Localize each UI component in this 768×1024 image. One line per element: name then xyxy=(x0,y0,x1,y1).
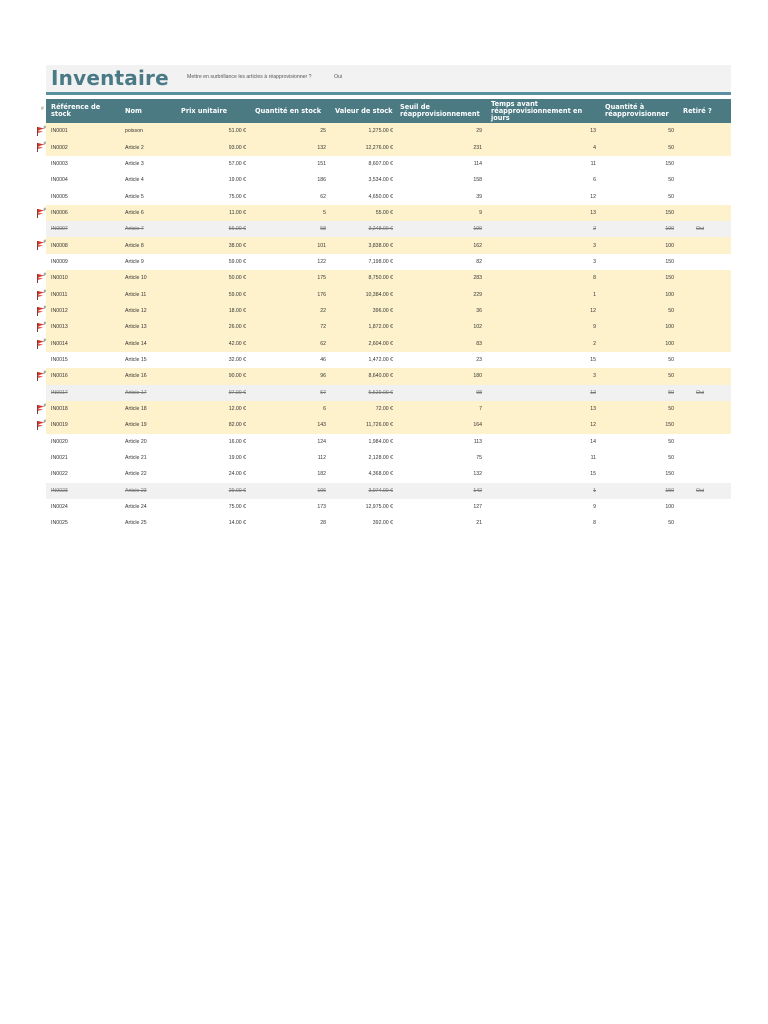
cell-reorder-threshold[interactable]: 29 xyxy=(476,128,482,135)
cell-retired[interactable] xyxy=(678,270,731,286)
cell-retired[interactable] xyxy=(678,450,731,466)
cell-unit-price[interactable]: 42.00 € xyxy=(228,340,246,347)
cell-retired[interactable] xyxy=(678,156,731,172)
cell-quantity[interactable]: 6 xyxy=(323,406,326,413)
cell-stock-value[interactable]: 1,275.00 € xyxy=(368,128,393,135)
column-header-name[interactable]: Nom xyxy=(125,106,142,115)
cell-reorder-quantity[interactable]: 150 xyxy=(665,258,674,265)
cell-reorder-threshold[interactable]: 75 xyxy=(476,455,482,462)
cell-stock-value[interactable]: 3,248.00 € xyxy=(368,226,393,233)
cell-unit-price[interactable]: 16.00 € xyxy=(228,438,246,445)
cell-reorder-threshold[interactable]: 82 xyxy=(476,258,482,265)
cell-name[interactable]: Article 6 xyxy=(125,209,144,216)
cell-reorder-days[interactable]: 15 xyxy=(590,471,596,478)
table-header-row xyxy=(46,99,731,123)
cell-reorder-quantity[interactable]: 50 xyxy=(668,389,674,396)
cell-stock-value[interactable]: 1,984.00 € xyxy=(368,438,393,445)
cell-quantity[interactable]: 173 xyxy=(317,504,326,511)
cell-reorder-threshold[interactable]: 113 xyxy=(473,438,482,445)
cell-quantity[interactable]: 112 xyxy=(317,455,326,462)
cell-reorder-threshold[interactable]: 164 xyxy=(473,422,482,429)
cell-name[interactable]: poisson xyxy=(125,128,143,135)
cell-reorder-days[interactable]: 3 xyxy=(593,373,596,380)
cell-name[interactable]: Article 17 xyxy=(125,389,147,396)
cell-reorder-days[interactable]: 2 xyxy=(593,340,596,347)
cell-retired[interactable] xyxy=(678,417,731,433)
table-row[interactable] xyxy=(46,139,731,155)
table-row[interactable] xyxy=(46,483,731,499)
cell-reorder-threshold[interactable]: 39 xyxy=(476,193,482,200)
cell-quantity[interactable]: 72 xyxy=(320,324,326,331)
cell-reorder-threshold[interactable]: 158 xyxy=(473,177,482,184)
svg-text:#: # xyxy=(43,419,47,425)
table-row[interactable] xyxy=(46,434,731,450)
cell-reorder-quantity[interactable]: 100 xyxy=(665,340,674,347)
cell-reorder-days[interactable]: 4 xyxy=(593,144,596,151)
cell-reorder-quantity[interactable]: 150 xyxy=(665,422,674,429)
cell-retired[interactable]: Oui xyxy=(696,487,705,494)
cell-reorder-quantity[interactable]: 100 xyxy=(665,291,674,298)
svg-text:#: # xyxy=(43,206,47,212)
cell-name[interactable]: Article 18 xyxy=(125,406,147,413)
cell-reference[interactable]: IN0005 xyxy=(51,193,68,200)
cell-reorder-threshold[interactable]: 21 xyxy=(476,520,482,527)
cell-unit-price[interactable]: 75.00 € xyxy=(228,193,246,200)
cell-reorder-days[interactable]: 13 xyxy=(590,209,596,216)
cell-unit-price[interactable]: 26.00 € xyxy=(228,324,246,331)
cell-retired[interactable] xyxy=(678,466,731,482)
cell-reorder-quantity[interactable]: 50 xyxy=(668,193,674,200)
cell-stock-value[interactable]: 12,975.00 € xyxy=(365,504,393,511)
page-title: Inventaire xyxy=(51,66,169,90)
cell-reference[interactable]: IN0013 xyxy=(51,324,68,331)
table-row[interactable] xyxy=(46,237,731,253)
cell-quantity[interactable]: 186 xyxy=(317,177,326,184)
table-row[interactable] xyxy=(46,515,731,531)
cell-reorder-quantity[interactable]: 50 xyxy=(668,144,674,151)
cell-reference[interactable]: IN0021 xyxy=(51,455,68,462)
cell-name[interactable]: Article 22 xyxy=(125,471,147,478)
cell-reference[interactable]: IN0022 xyxy=(51,471,68,478)
svg-text:#: # xyxy=(43,402,47,408)
cell-reorder-days[interactable]: 11 xyxy=(590,455,596,462)
cell-reference[interactable]: IN0002 xyxy=(51,144,68,151)
cell-reorder-days[interactable]: 13 xyxy=(590,128,596,135)
table-row[interactable] xyxy=(46,172,731,188)
inventory-table xyxy=(46,99,731,532)
cell-unit-price[interactable]: 57.00 € xyxy=(228,160,246,167)
cell-reorder-days[interactable]: 6 xyxy=(593,177,596,184)
table-row[interactable] xyxy=(46,368,731,384)
table-row[interactable] xyxy=(46,335,731,351)
cell-unit-price[interactable]: 19.00 € xyxy=(228,177,246,184)
cell-reorder-quantity[interactable]: 100 xyxy=(665,242,674,249)
column-header-reorder-threshold[interactable]: Seuil de réapprovisionnement xyxy=(400,103,480,118)
cell-name[interactable]: Article 25 xyxy=(125,520,147,527)
cell-reorder-threshold[interactable]: 114 xyxy=(473,160,482,167)
cell-stock-value[interactable]: 4,368.00 € xyxy=(368,471,393,478)
cell-retired[interactable] xyxy=(678,286,731,302)
svg-text:#: # xyxy=(43,272,47,278)
cell-quantity[interactable]: 57 xyxy=(320,389,326,396)
cell-reorder-quantity[interactable]: 50 xyxy=(668,520,674,527)
cell-stock-value[interactable]: 55.00 € xyxy=(375,209,393,216)
cell-retired[interactable]: Oui xyxy=(696,389,705,396)
cell-stock-value[interactable]: 2,604.00 € xyxy=(368,340,393,347)
cell-reorder-quantity[interactable]: 150 xyxy=(665,275,674,282)
cell-unit-price[interactable]: 32.00 € xyxy=(228,356,246,363)
cell-reorder-threshold[interactable]: 142 xyxy=(473,487,482,494)
cell-stock-value[interactable]: 4,650.00 € xyxy=(368,193,393,200)
cell-unit-price[interactable]: 82.00 € xyxy=(228,422,246,429)
cell-name[interactable]: Article 16 xyxy=(125,373,147,380)
cell-reorder-days[interactable]: 12 xyxy=(590,422,596,429)
cell-name[interactable]: Article 3 xyxy=(125,160,144,167)
cell-retired[interactable] xyxy=(678,172,731,188)
cell-stock-value[interactable]: 3,534.00 € xyxy=(368,177,393,184)
cell-reference[interactable]: IN0009 xyxy=(51,258,68,265)
cell-reference[interactable]: IN0010 xyxy=(51,275,68,282)
cell-reference[interactable]: IN0020 xyxy=(51,438,68,445)
cell-stock-value[interactable]: 12,276.00 € xyxy=(365,144,393,151)
table-row[interactable] xyxy=(46,254,731,270)
cell-unit-price[interactable]: 14.00 € xyxy=(228,520,246,527)
cell-reorder-quantity[interactable]: 100 xyxy=(665,504,674,511)
flag-column-marker: # xyxy=(41,106,44,112)
cell-reorder-quantity[interactable]: 150 xyxy=(665,487,674,494)
cell-retired[interactable]: Oui xyxy=(696,226,705,233)
cell-unit-price[interactable]: 19.00 € xyxy=(228,455,246,462)
cell-reorder-threshold[interactable]: 109 xyxy=(473,226,482,233)
cell-reorder-days[interactable]: 1 xyxy=(593,487,596,494)
cell-stock-value[interactable]: 72.00 € xyxy=(375,406,393,413)
table-row[interactable] xyxy=(46,205,731,221)
cell-reorder-quantity[interactable]: 100 xyxy=(665,324,674,331)
cell-stock-value[interactable]: 3,838.00 € xyxy=(368,242,393,249)
cell-retired[interactable] xyxy=(678,335,731,351)
table-row[interactable] xyxy=(46,466,731,482)
cell-retired[interactable] xyxy=(678,139,731,155)
cell-unit-price[interactable]: 59.00 € xyxy=(228,291,246,298)
cell-retired[interactable] xyxy=(678,188,731,204)
table-row[interactable] xyxy=(46,385,731,401)
cell-quantity[interactable]: 124 xyxy=(317,438,326,445)
cell-retired[interactable] xyxy=(678,368,731,384)
table-row[interactable] xyxy=(46,270,731,286)
cell-reference[interactable]: IN0003 xyxy=(51,160,68,167)
cell-reference[interactable]: IN0019 xyxy=(51,422,68,429)
cell-reorder-threshold[interactable]: 231 xyxy=(473,144,482,151)
cell-unit-price[interactable]: 29.00 € xyxy=(228,487,246,494)
cell-reorder-days[interactable]: 11 xyxy=(590,160,596,167)
cell-reorder-days[interactable]: 12 xyxy=(590,307,596,314)
cell-unit-price[interactable]: 18.00 € xyxy=(228,307,246,314)
table-row[interactable] xyxy=(46,286,731,302)
cell-reorder-days[interactable]: 3 xyxy=(593,242,596,249)
cell-reorder-threshold[interactable]: 98 xyxy=(476,389,482,396)
cell-retired[interactable] xyxy=(678,123,731,139)
cell-reorder-quantity[interactable]: 50 xyxy=(668,455,674,462)
cell-unit-price[interactable]: 56.00 € xyxy=(228,226,246,233)
cell-retired[interactable] xyxy=(678,254,731,270)
cell-quantity[interactable]: 62 xyxy=(320,193,326,200)
cell-quantity[interactable]: 143 xyxy=(317,422,326,429)
cell-name[interactable]: Article 10 xyxy=(125,275,147,282)
column-header-reference[interactable]: Référence de stock xyxy=(51,103,101,118)
cell-reorder-threshold[interactable]: 7 xyxy=(479,406,482,413)
cell-quantity[interactable]: 5 xyxy=(323,209,326,216)
cell-retired[interactable] xyxy=(678,434,731,450)
cell-reorder-days[interactable]: 3 xyxy=(593,258,596,265)
cell-reference[interactable]: IN0016 xyxy=(51,373,68,380)
cell-quantity[interactable]: 101 xyxy=(317,242,326,249)
cell-stock-value[interactable]: 7,198.00 € xyxy=(368,258,393,265)
cell-reorder-quantity[interactable]: 150 xyxy=(665,160,674,167)
table-row[interactable] xyxy=(46,450,731,466)
cell-retired[interactable] xyxy=(678,237,731,253)
cell-name[interactable]: Article 9 xyxy=(125,258,144,265)
cell-stock-value[interactable]: 10,384.00 € xyxy=(365,291,393,298)
cell-unit-price[interactable]: 11.00 € xyxy=(229,209,246,216)
cell-quantity[interactable]: 96 xyxy=(320,373,326,380)
cell-reference[interactable]: IN0023 xyxy=(51,487,68,494)
svg-text:#: # xyxy=(43,239,47,245)
cell-reference[interactable]: IN0008 xyxy=(51,242,68,249)
cell-unit-price[interactable]: 75.00 € xyxy=(228,504,246,511)
table-row[interactable] xyxy=(46,401,731,417)
cell-reference[interactable]: IN0015 xyxy=(51,356,68,363)
table-row[interactable] xyxy=(46,417,731,433)
table-row[interactable] xyxy=(46,352,731,368)
cell-reorder-quantity[interactable]: 50 xyxy=(668,177,674,184)
cell-stock-value[interactable]: 1,872.00 € xyxy=(368,324,393,331)
cell-name[interactable]: Article 23 xyxy=(125,487,147,494)
cell-quantity[interactable]: 182 xyxy=(317,471,326,478)
cell-quantity[interactable]: 46 xyxy=(320,356,326,363)
cell-reorder-days[interactable]: 13 xyxy=(590,406,596,413)
cell-reorder-days[interactable]: 12 xyxy=(590,389,596,396)
cell-reorder-days[interactable]: 12 xyxy=(590,193,596,200)
cell-reorder-days[interactable]: 8 xyxy=(593,520,596,527)
cell-name[interactable]: Article 7 xyxy=(125,226,144,233)
cell-quantity[interactable]: 62 xyxy=(320,340,326,347)
cell-retired[interactable] xyxy=(678,515,731,531)
cell-stock-value[interactable]: 11,726.00 € xyxy=(365,422,393,429)
cell-retired[interactable] xyxy=(678,319,731,335)
cell-reference[interactable]: IN0024 xyxy=(51,504,68,511)
cell-quantity[interactable]: 58 xyxy=(320,226,326,233)
cell-stock-value[interactable]: 392.00 € xyxy=(372,520,393,527)
cell-reorder-quantity[interactable]: 150 xyxy=(665,209,674,216)
cell-name[interactable]: Article 8 xyxy=(125,242,144,249)
cell-unit-price[interactable]: 59.00 € xyxy=(228,258,246,265)
cell-reorder-days[interactable]: 15 xyxy=(590,356,596,363)
cell-stock-value[interactable]: 3,074.00 € xyxy=(368,487,393,494)
cell-reorder-quantity[interactable]: 100 xyxy=(665,226,674,233)
table-row[interactable] xyxy=(46,221,731,237)
cell-quantity[interactable]: 22 xyxy=(320,307,326,314)
cell-retired[interactable] xyxy=(678,205,731,221)
cell-stock-value[interactable]: 8,607.00 € xyxy=(368,160,393,167)
cell-name[interactable]: Article 15 xyxy=(125,356,147,363)
cell-reorder-quantity[interactable]: 150 xyxy=(665,471,674,478)
cell-reorder-quantity[interactable]: 50 xyxy=(668,438,674,445)
cell-quantity[interactable]: 122 xyxy=(317,258,326,265)
cell-retired[interactable] xyxy=(678,352,731,368)
cell-retired[interactable] xyxy=(678,303,731,319)
cell-reference[interactable]: IN0014 xyxy=(51,340,68,347)
cell-reorder-threshold[interactable]: 23 xyxy=(476,356,482,363)
cell-reorder-days[interactable]: 9 xyxy=(593,324,596,331)
cell-unit-price[interactable]: 93.00 € xyxy=(228,144,246,151)
cell-reorder-threshold[interactable]: 102 xyxy=(473,324,482,331)
cell-quantity[interactable]: 25 xyxy=(320,128,326,135)
cell-name[interactable]: Article 21 xyxy=(125,455,147,462)
cell-reorder-quantity[interactable]: 50 xyxy=(668,356,674,363)
column-header-quantity[interactable]: Quantité en stock xyxy=(255,106,322,115)
cell-reorder-threshold[interactable]: 127 xyxy=(473,504,482,511)
cell-unit-price[interactable]: 51.00 € xyxy=(228,128,246,135)
svg-text:#: # xyxy=(43,288,47,294)
title-underline xyxy=(46,92,731,95)
cell-reorder-threshold[interactable]: 180 xyxy=(473,373,482,380)
cell-reorder-threshold[interactable]: 83 xyxy=(476,340,482,347)
cell-reorder-threshold[interactable]: 36 xyxy=(476,307,482,314)
cell-quantity[interactable]: 175 xyxy=(317,275,326,282)
cell-reorder-days[interactable]: 1 xyxy=(593,291,596,298)
cell-reference[interactable]: IN0001 xyxy=(51,128,68,135)
cell-stock-value[interactable]: 5,529.00 € xyxy=(368,389,393,396)
column-header-reorder-days[interactable]: Temps avant réapprovisionnement en jours xyxy=(491,99,583,122)
cell-unit-price[interactable]: 50.00 € xyxy=(228,275,246,282)
cell-reorder-quantity[interactable]: 50 xyxy=(668,406,674,413)
column-header-stock-value[interactable]: Valeur de stock xyxy=(335,106,393,115)
cell-retired[interactable] xyxy=(678,499,731,515)
cell-reorder-days[interactable]: 2 xyxy=(593,226,596,233)
column-header-retired[interactable]: Retiré ? xyxy=(683,106,712,115)
cell-quantity[interactable]: 132 xyxy=(317,144,326,151)
cell-stock-value[interactable]: 1,472.00 € xyxy=(368,356,393,363)
svg-text:#: # xyxy=(43,337,47,343)
cell-reorder-threshold[interactable]: 132 xyxy=(473,471,482,478)
svg-text:#: # xyxy=(43,321,47,327)
cell-reference[interactable]: IN0018 xyxy=(51,406,68,413)
cell-reorder-threshold[interactable]: 162 xyxy=(473,242,482,249)
svg-text:#: # xyxy=(43,370,47,376)
cell-quantity[interactable]: 176 xyxy=(317,291,326,298)
cell-reorder-threshold[interactable]: 283 xyxy=(473,275,482,282)
cell-quantity[interactable]: 106 xyxy=(317,487,326,494)
cell-reorder-days[interactable]: 9 xyxy=(593,504,596,511)
svg-text:#: # xyxy=(43,141,47,147)
cell-stock-value[interactable]: 2,128.00 € xyxy=(368,455,393,462)
cell-name[interactable]: Article 2 xyxy=(125,144,144,151)
cell-reorder-quantity[interactable]: 50 xyxy=(668,307,674,314)
column-header-reorder-quantity[interactable]: Quantité à réapprovisionner xyxy=(605,103,669,118)
cell-stock-value[interactable]: 396.00 € xyxy=(372,307,393,314)
cell-unit-price[interactable]: 90.00 € xyxy=(228,373,246,380)
cell-reference[interactable]: IN0012 xyxy=(51,307,68,314)
svg-text:#: # xyxy=(43,125,47,130)
cell-name[interactable]: Article 11 xyxy=(125,291,147,298)
cell-reorder-days[interactable]: 14 xyxy=(590,438,596,445)
cell-retired[interactable] xyxy=(678,401,731,417)
table-row[interactable] xyxy=(46,156,731,172)
cell-name[interactable]: Article 13 xyxy=(125,324,147,331)
cell-reference[interactable]: IN0004 xyxy=(51,177,68,184)
cell-name[interactable]: Article 19 xyxy=(125,422,147,429)
cell-name[interactable]: Article 5 xyxy=(125,193,144,200)
cell-reorder-days[interactable]: 8 xyxy=(593,275,596,282)
cell-reorder-threshold[interactable]: 229 xyxy=(473,291,482,298)
cell-stock-value[interactable]: 8,750.00 € xyxy=(368,275,393,282)
cell-name[interactable]: Article 24 xyxy=(125,504,147,511)
cell-unit-price[interactable]: 24.00 € xyxy=(228,471,246,478)
cell-unit-price[interactable]: 12.00 € xyxy=(228,406,246,413)
cell-reference[interactable]: IN0007 xyxy=(51,226,68,233)
cell-stock-value[interactable]: 8,640.00 € xyxy=(368,373,393,380)
cell-reorder-quantity[interactable]: 50 xyxy=(668,128,674,135)
table-row[interactable] xyxy=(46,319,731,335)
cell-name[interactable]: Article 20 xyxy=(125,438,147,445)
svg-text:#: # xyxy=(43,304,47,310)
highlight-reorder-label: Mettre en surbrillance les articles à réapprovisionner ? xyxy=(187,74,312,80)
table-row[interactable] xyxy=(46,499,731,515)
cell-reference[interactable]: IN0011 xyxy=(51,291,68,298)
column-header-unit-price[interactable]: Prix unitaire xyxy=(181,106,228,115)
highlight-reorder-value[interactable]: Oui xyxy=(334,74,343,80)
cell-reference[interactable]: IN0006 xyxy=(51,209,68,216)
cell-name[interactable]: Article 14 xyxy=(125,340,147,347)
cell-unit-price[interactable]: 97.00 € xyxy=(228,389,246,396)
cell-quantity[interactable]: 28 xyxy=(320,520,326,527)
cell-reference[interactable]: IN0017 xyxy=(51,389,68,396)
cell-name[interactable]: Article 4 xyxy=(125,177,144,184)
table-row[interactable] xyxy=(46,188,731,204)
table-row[interactable] xyxy=(46,303,731,319)
cell-reorder-quantity[interactable]: 50 xyxy=(668,373,674,380)
cell-unit-price[interactable]: 38.00 € xyxy=(228,242,246,249)
cell-reorder-threshold[interactable]: 9 xyxy=(479,209,482,216)
cell-reference[interactable]: IN0025 xyxy=(51,520,68,527)
table-row[interactable] xyxy=(46,123,731,139)
cell-quantity[interactable]: 151 xyxy=(317,160,326,167)
cell-name[interactable]: Article 12 xyxy=(125,307,147,314)
